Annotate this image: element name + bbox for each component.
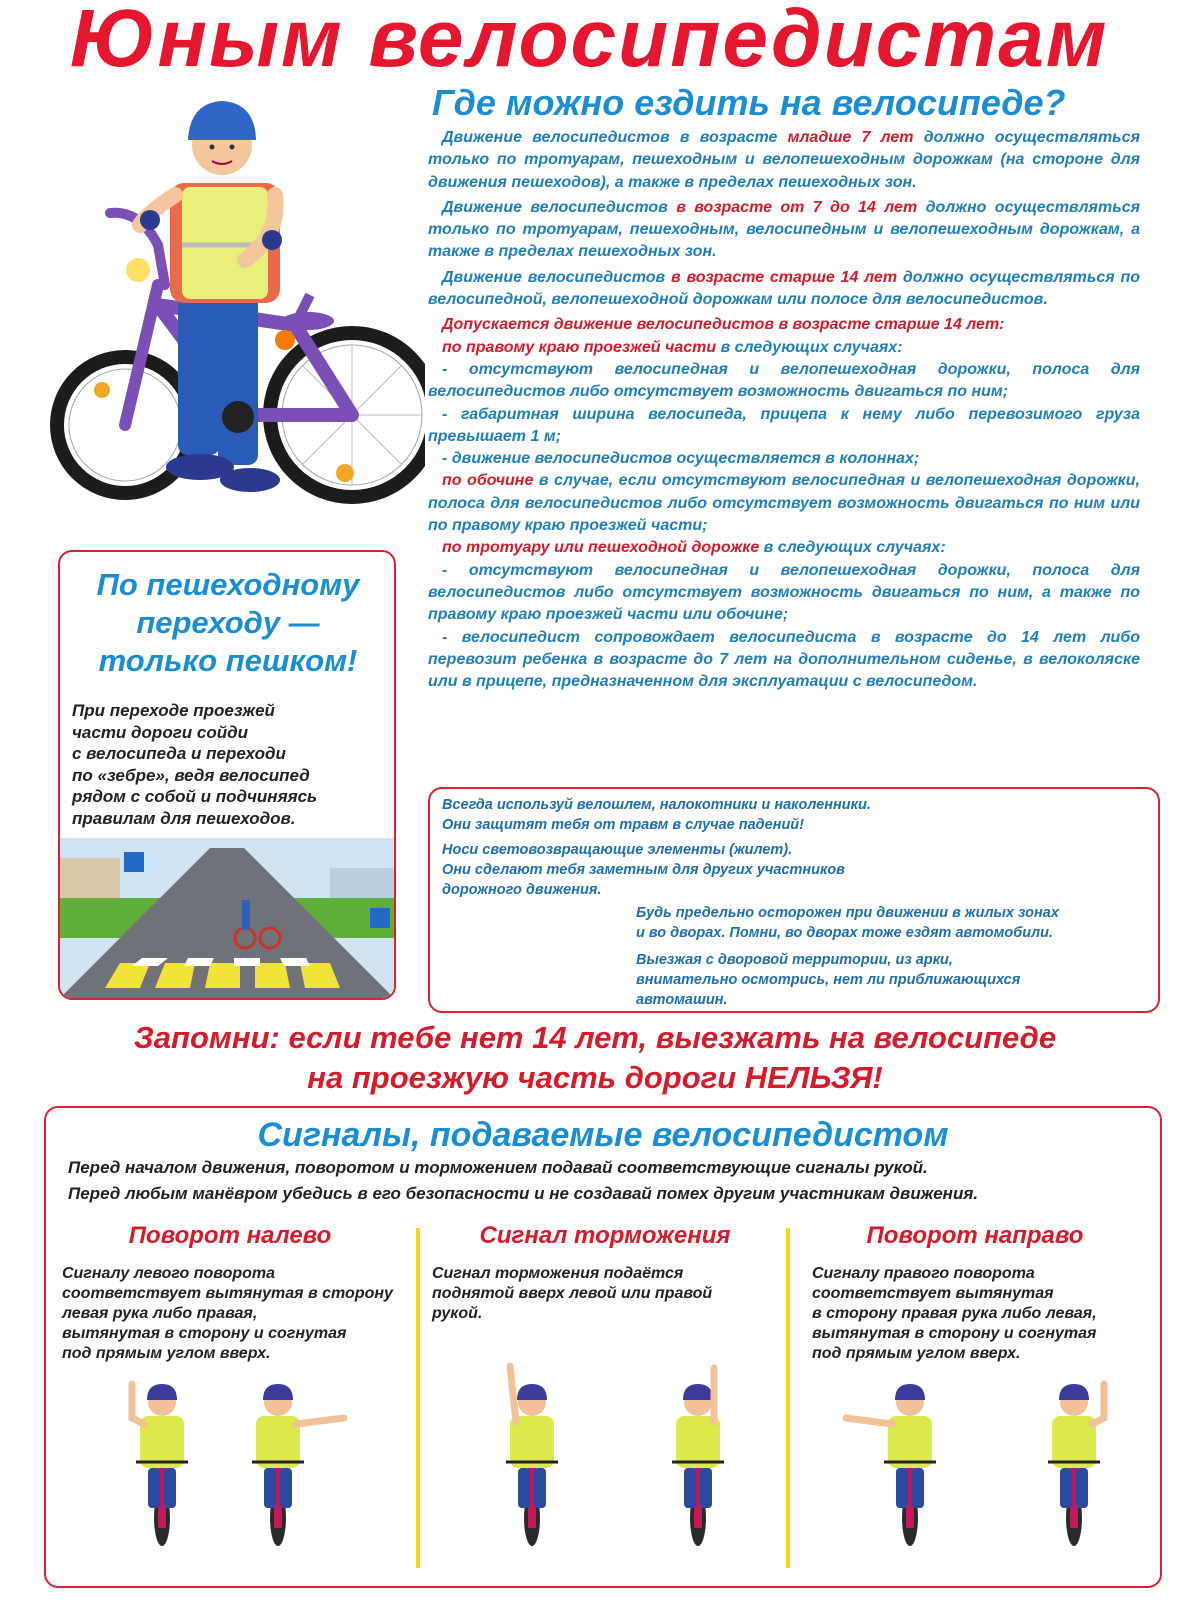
rule-shoulder: по обочине в случае, если отсутствуют велосипедная и велопешеходная дорожки, полоса для велосипедистов либо отсутствует возможность двигаться по ним или по правому краю проезжей части; (428, 472, 1141, 535)
crossing-text: При переходе проезжей части дороги сойди с велосипеда и переходи по «зебре», ведя велосипед рядом с собой и подчиняясь правилам для пешеходов. (72, 701, 318, 828)
where-to-ride-text (428, 127, 1140, 693)
rule-item: - отсутствуют велосипедная и велопешеходная дорожки, полоса для велосипедистов либо отсутствует возможность двигаться по ним; (428, 360, 1140, 401)
rule-sidewalk: по тротуару или пешеходной дорожке в следующих случаях: (442, 539, 946, 557)
rule-item: - движение велосипедистов осуществляется в колоннах; (442, 450, 920, 468)
left-turn-title: Поворот налево (128, 1222, 332, 1249)
rule-item: - велосипедист сопровождает велосипедиста в возрасте до 14 лет либо перевозит ребенка в возрасте до 7 лет на дополнительном сиденье, в велоколяске или в прицепе, предназначенном для эксплуатации с велосипедом. (428, 628, 1140, 691)
tip-reflective: Носи световозвращающие элементы (жилет). Они сделают тебя заметным для других участников дорожного движения. (442, 842, 845, 898)
boy-with-bicycle-illustration (40, 95, 425, 505)
brake-title: Сигнал торможения (479, 1222, 731, 1249)
rule-under-7: Движение велосипедистов в возрасте младше 7 лет должно осуществляться только по тротуарам, пешеходным и велопешеходным дорожкам (на стороне для движения пешеходов), а также в пределах пешеходных зон. (428, 129, 1140, 191)
brake-text: Сигнал торможения подаётся поднятой вверх левой или правой рукой. (432, 1265, 713, 1322)
remember-warning: Запомни: если тебе нет 14 лет, выезжать на велосипеде на проезжую часть дороги НЕЛЬЗЯ! (133, 1020, 1057, 1095)
rule-item: - отсутствуют велосипедная и велопешеходная дорожки, полоса для велосипедистов либо отсутствует возможность двигаться по ним, а также по правому краю проезжей части или обочине; (428, 561, 1140, 624)
right-turn-title: Поворот направо (866, 1222, 1084, 1249)
where-to-ride-title: Где можно ездить на велосипеде? (432, 82, 1066, 123)
signals-intro-1: Перед началом движения, поворотом и торможением подавай соответствующие сигналы рукой. (68, 1158, 928, 1177)
signals-intro-2: Перед любым манёвром убедись в его безопасности и не создавай помех другим участникам движения. (68, 1184, 979, 1203)
tip-residential: Будь предельно осторожен при движении в жилых зонах и во дворах. Помни, во дворах тоже ездят автомобили. (636, 905, 1059, 941)
tip-yard-exit: Выезжая с дворовой территории, из арки, внимательно осмотрись, нет ли приближающихся автомашин. (636, 952, 1021, 1008)
rule-7-to-14: Движение велосипедистов в возрасте от 7 до 14 лет должно осуществляться только по тротуарам, пешеходным, велосипедным и велопешеходным дорожкам, а также в пределах пешеходных зон. (428, 198, 1141, 261)
rule-over-14-allowed: Допускается движение велосипедистов в возрасте старше 14 лет: (442, 316, 1005, 334)
rule-item: - габаритная ширина велосипеда, прицепа к нему либо перевозимого груза превышает 1 м; (428, 405, 1140, 445)
crossing-title: По пешеходному переходу — только пешком! (96, 567, 360, 678)
tip-helmet: Всегда используй велошлем, налокотники и наколенники. Они защитят тебя от травм в случае падений! (442, 797, 871, 833)
page-title: Юным велосипедистам (70, 0, 1109, 84)
rule-over-14: Движение велосипедистов в возрасте старше 14 лет должно осуществляться по велосипедной, велопешеходной дорожкам или полосе для велосипедистов. (428, 268, 1141, 309)
signals-title: Сигналы, подаваемые велосипедистом (257, 1116, 949, 1154)
divider (786, 1228, 790, 1568)
divider (416, 1228, 420, 1568)
right-turn-text: Сигналу правого поворота соответствует вытянутая в сторону правая рука либо левая, вытянутая в сторону и согнутая под прямым углом вверх. (812, 1265, 1097, 1362)
rule-right-edge: по правому краю проезжей части в следующих случаях: (442, 338, 903, 356)
left-turn-text: Сигналу левого поворота соответствует вытянутая в сторону левая рука либо правая, вытянутая в сторону и согнутая под прямым углом вверх. (62, 1265, 393, 1362)
crosswalk-illustration (60, 838, 394, 998)
